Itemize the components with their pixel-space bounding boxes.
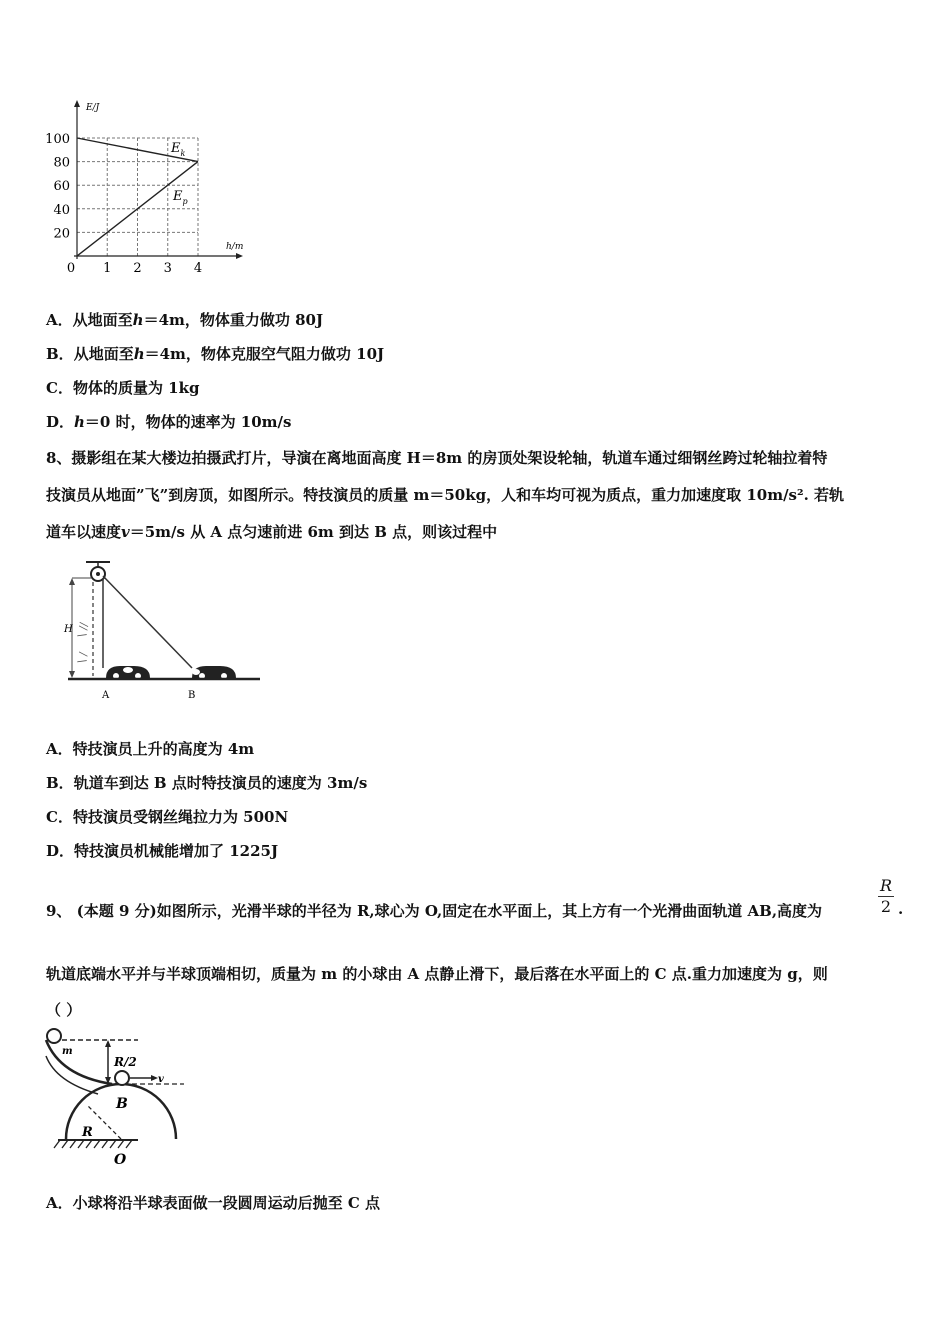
velocity-label: v (158, 1074, 164, 1085)
ek-label: $E_k$ (171, 141, 186, 158)
x-tick-label: 2 (133, 261, 142, 276)
wire-diagonal (103, 576, 192, 668)
q9-stem-line2: 轨道底端水平并与半球顶端相切，质量为 m 的小球由 A 点静止滑下，最后落在水平面上的 C 点.重力加速度为 g，则 (46, 965, 828, 983)
car-a-icon (106, 666, 150, 679)
fraction-numerator: R (879, 876, 893, 895)
point-a-label: A (102, 690, 110, 701)
q7-option-b[interactable]: B．从地面至h＝4m，物体克服空气阻力做功 10J (46, 345, 385, 363)
q8-option-a[interactable]: A．特技演员上升的高度为 4m (46, 740, 255, 758)
curved-track (46, 1040, 112, 1084)
point-b-label: B (116, 1096, 128, 1112)
x-axis-unit: h/m (226, 242, 244, 252)
x-axis-arrow (236, 253, 243, 259)
x-tick-label: 1 (103, 261, 112, 276)
fraction-denominator: 2 (880, 897, 892, 916)
ground-hatch (54, 1140, 132, 1148)
center-o-label: O (114, 1152, 127, 1168)
ball-a-icon (47, 1029, 61, 1043)
q8-option-d[interactable]: D．特技演员机械能增加了 1225J (46, 842, 279, 860)
energy-height-graph (40, 96, 250, 278)
q8-option-c[interactable]: C．特技演员受钢丝绳拉力为 500N (46, 808, 289, 826)
q8-pulley-figure (62, 556, 262, 706)
y-axis-unit: E/J (86, 103, 100, 113)
dashed-glyph-2: \ // (75, 621, 91, 639)
x-tick-label: 3 (163, 261, 172, 276)
q9-fraction (876, 876, 896, 917)
y-tick-label: 100 (45, 132, 70, 147)
q8-option-b[interactable]: B．轨道车到达 B 点时特技演员的速度为 3m/s (46, 774, 368, 792)
r-half-label: R/2 (114, 1055, 137, 1069)
q9-hemisphere-figure (42, 1026, 192, 1172)
x-tick-label: 4 (193, 261, 203, 276)
y-tick-label: 40 (53, 202, 70, 218)
mass-label: m (62, 1046, 73, 1057)
point-b-label: B (188, 690, 196, 701)
q9-stem-line1: 9、 (本题 9 分)如图所示，光滑半球的半径为 R,球心为 O,固定在水平面上，其上方有一个光滑曲面轨道 AB,高度为 (46, 902, 823, 920)
q7-option-d[interactable]: D．h＝0 时，物体的速率为 10m/s (46, 413, 292, 431)
q7-option-c[interactable]: C．物体的质量为 1kg (46, 379, 200, 397)
q8-stem-line3: 道车以速度v＝5m/s 从 A 点匀速前进 6m 到达 B 点，则该过程中 (46, 523, 498, 541)
q7-option-a[interactable]: A．从地面至h＝4m，物体重力做功 80J (46, 311, 324, 329)
q9-option-a[interactable]: A．小球将沿半球表面做一段圆周运动后抛至 C 点 (46, 1194, 381, 1212)
y-tick-label: 60 (53, 179, 70, 195)
y-axis-arrow (74, 100, 80, 107)
car-b-icon (192, 666, 236, 679)
fraction-tail: . (898, 900, 904, 918)
q8-stem-line1: 8、摄影组在某大楼边拍摄武打片，导演在离地面高度 H＝8m 的房顶处架设轮轴，轨道车通过细钢丝跨过轮轴拉着特 (46, 449, 828, 467)
radius-label: R (82, 1125, 93, 1140)
q8-stem-line2: 技演员从地面”飞”到房顶，如图所示。特技演员的质量 m＝50kg，人和车均可视为质点，重力加速度取 10m/s². 若轨 (46, 486, 845, 504)
x-tick-label: 0 (66, 261, 76, 276)
q9-answer-paren: （ ） (46, 1001, 82, 1019)
ball-b-icon (115, 1071, 129, 1085)
y-tick-label: 20 (53, 226, 70, 242)
y-tick-label: 80 (53, 155, 70, 171)
height-label: H (64, 624, 73, 635)
ep-label: $E_p$ (173, 189, 188, 206)
dashed-glyph-1: \ / (75, 651, 90, 665)
